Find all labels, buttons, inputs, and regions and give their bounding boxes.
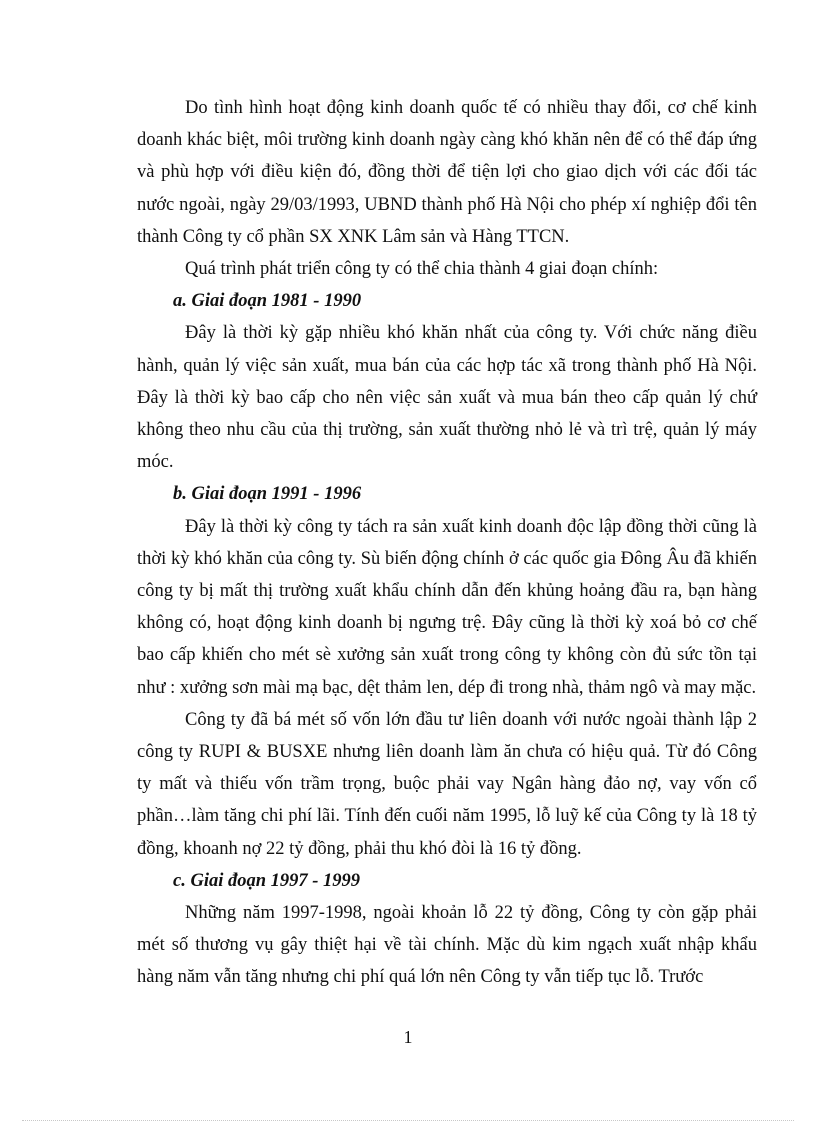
paragraph-stage-a: Đây là thời kỳ gặp nhiều khó khăn nhất của công ty. Với chức năng điều hành, quản lý việc sản xuất, mua bán của các hợp tác xã trong thành phố Hà Nội. Đây là thời kỳ bao cấp cho nên việc sản xuất và mua bán theo cấp quản lý chứ không theo nhu cầu của thị trường, sản xuất thường nhỏ lẻ và trì trệ, quản lý máy móc. (137, 323, 757, 473)
heading-stage-a: a. Giai đoạn 1981 - 1990 (173, 291, 362, 312)
page-body (137, 92, 757, 994)
page-bottom-border (22, 1120, 794, 1121)
paragraph-stage-c: Những năm 1997-1998, ngoài khoản lỗ 22 tỷ đồng, Công ty còn gặp phải mét số thương vụ gây thiệt hại về tài chính. Mặc dù kim ngạch xuất nhập khẩu hàng năm vẫn tăng nhưng chi phí quá lớn nên Công ty vẫn tiếp tục lỗ. Trước (137, 903, 757, 988)
paragraph-stage-b-joint-venture: Công ty đã bá mét số vốn lớn đầu tư liên doanh với nước ngoài thành lập 2 công ty RUPI & BUSXE nhưng liên doanh làm ăn chưa có hiệu quả. Từ đó Công ty mất và thiếu vốn trầm trọng, buộc phải vay Ngân hàng đảo nợ, vay vốn cổ phần…làm tăng chi phí lãi. Tính đến cuối năm 1995, lỗ luỹ kế của Công ty là 18 tỷ đồng, khoanh nợ 22 tỷ đồng, phải thu khó đòi là 16 tỷ đồng. (137, 709, 757, 859)
page-number: 1 (403, 1027, 413, 1047)
paragraph-intro: Do tình hình hoạt động kinh doanh quốc tế có nhiều thay đổi, cơ chế kinh doanh khác biệt, môi trường kinh doanh ngày càng khó khăn nên để có thể đáp ứng và phù hợp với điều kiện đó, đồng thời để tiện lợi cho giao dịch với các đối tác nước ngoài, ngày 29/03/1993, UBND thành phố Hà Nội cho phép xí nghiệp đổi tên thành Công ty cổ phần SX XNK Lâm sản và Hàng TTCN. (137, 98, 757, 247)
heading-stage-b: b. Giai đoạn 1991 - 1996 (173, 484, 362, 505)
paragraph-stage-b: Đây là thời kỳ công ty tách ra sản xuất kinh doanh độc lập đồng thời cũng là thời kỳ khó khăn của công ty. Sù biến động chính ở các quốc gia Đông Âu đã khiến công ty bị mất thị trường xuất khẩu chính dẫn đến khủng hoảng đầu ra, bạn hàng không có, hoạt động kinh doanh bị ngưng trệ. Đây cũng là thời kỳ xoá bỏ cơ chế bao cấp khiến cho mét sè xưởng sản xuất trong công ty không còn đủ sức tồn tại như : xưởng sơn mài mạ bạc, dệt thảm len, dép đi trong nhà, thảm ngô và may mặc. (137, 516, 757, 698)
heading-stage-c: c. Giai đoạn 1997 - 1999 (173, 870, 361, 891)
paragraph-stages-overview: Quá trình phát triển công ty có thể chia thành 4 giai đoạn chính: (185, 259, 659, 280)
